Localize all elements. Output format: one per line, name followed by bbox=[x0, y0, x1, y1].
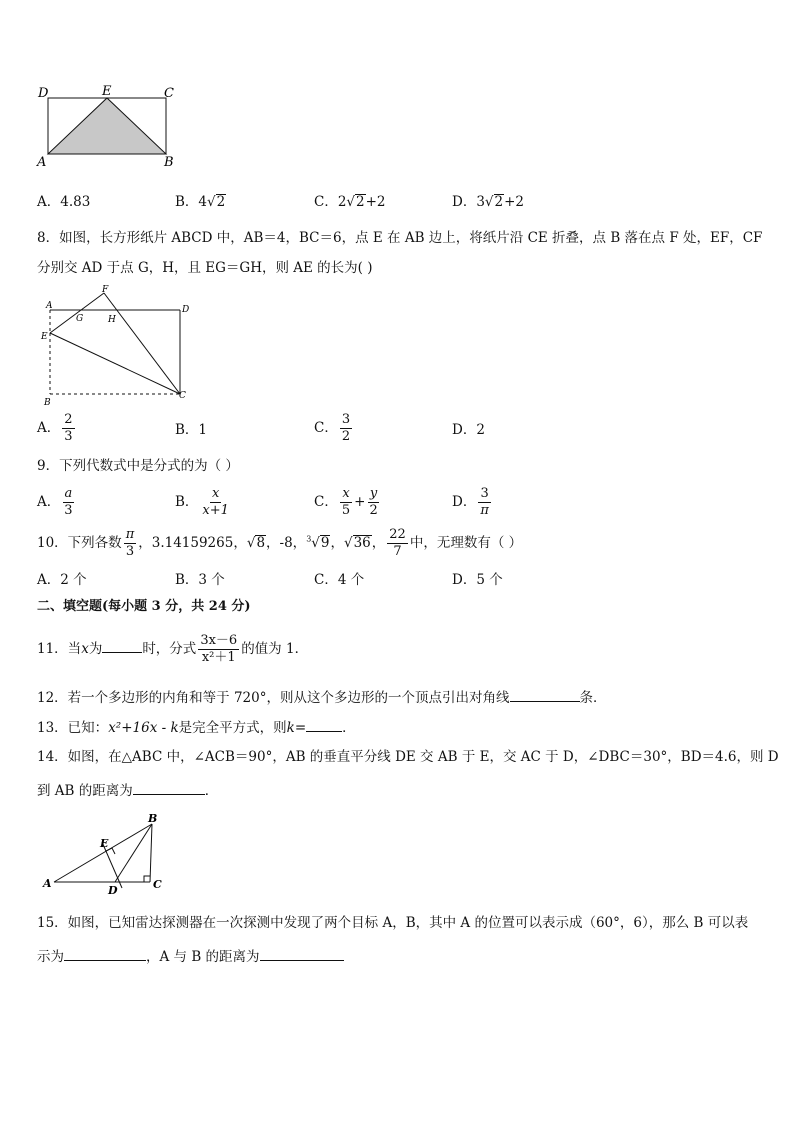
q7-option-a: A．4.83 bbox=[37, 194, 91, 210]
q7-option-d bbox=[452, 193, 524, 211]
q14-stem-line2 bbox=[37, 780, 218, 800]
q10-option-c: C．4 个 bbox=[314, 572, 365, 588]
sqrt-sign: √ bbox=[484, 194, 494, 210]
label-c: C bbox=[164, 86, 174, 101]
label-a: A bbox=[46, 301, 53, 311]
numerator: 3 bbox=[341, 412, 351, 427]
denominator: 2 bbox=[369, 503, 378, 518]
figure-q7-rectangle bbox=[34, 82, 184, 170]
q9-option-c bbox=[314, 487, 382, 518]
q11-var: x bbox=[81, 641, 89, 657]
label-b: B bbox=[164, 155, 174, 170]
q13-mid: 是完全平方式，则 bbox=[178, 720, 287, 736]
label-e: E bbox=[100, 837, 109, 850]
sqrt-sign: √ bbox=[346, 194, 356, 210]
label-b: B bbox=[148, 812, 158, 825]
answer-blank-2[interactable] bbox=[260, 946, 344, 961]
q15-line2-mid: ，A 与 B 的距离为 bbox=[146, 949, 260, 965]
segment-ec bbox=[50, 333, 180, 394]
q13-suffix: ． bbox=[342, 720, 356, 736]
q14-suffix: ． bbox=[204, 783, 219, 799]
segment-ef bbox=[50, 293, 104, 333]
q12-stem bbox=[37, 687, 607, 707]
fraction bbox=[367, 487, 379, 518]
fraction bbox=[62, 413, 74, 444]
section-title-fill-in: 二、填空题(每小题 3 分，共 24 分) bbox=[37, 599, 251, 614]
q7-option-c bbox=[314, 193, 386, 211]
numerator: π bbox=[125, 527, 135, 542]
q8-option-b: B．1 bbox=[175, 422, 208, 438]
q15-stem-line2 bbox=[37, 946, 344, 966]
label-h: H bbox=[108, 315, 116, 325]
denominator: 3 bbox=[64, 429, 73, 444]
answer-blank[interactable] bbox=[306, 717, 342, 732]
denominator: 5 bbox=[341, 503, 351, 518]
q11-mid2: 时，分式 bbox=[142, 641, 197, 657]
q7-option-b-text: B．4 bbox=[175, 194, 208, 210]
q7-option-d-text: D．3 bbox=[452, 194, 485, 210]
figure-q14-triangle bbox=[40, 812, 170, 896]
q7-option-d-radicand: 2 bbox=[494, 194, 504, 210]
q13-eq: = bbox=[294, 720, 307, 736]
fraction bbox=[198, 634, 239, 665]
label-c: C bbox=[153, 878, 162, 891]
q9-option-a-label: A． bbox=[37, 494, 61, 510]
numerator: 2 bbox=[64, 412, 73, 427]
answer-blank[interactable] bbox=[133, 780, 205, 795]
q15-line2-prefix: 示为 bbox=[37, 949, 64, 965]
label-c: C bbox=[179, 391, 186, 401]
label-f: F bbox=[102, 285, 109, 295]
segment-bd bbox=[115, 824, 152, 882]
comma: ， bbox=[330, 535, 344, 551]
q9-option-b bbox=[175, 487, 233, 518]
q13-expr: x²+16x - k bbox=[108, 720, 179, 736]
q9-option-c-label: C． bbox=[314, 494, 338, 510]
numerator: a bbox=[64, 486, 73, 501]
sqrt-36-radicand: 36 bbox=[353, 535, 371, 551]
fraction bbox=[478, 487, 491, 518]
q9-option-b-label: B． bbox=[175, 494, 199, 510]
fraction bbox=[340, 413, 352, 444]
fraction bbox=[340, 487, 352, 518]
answer-blank-1[interactable] bbox=[64, 946, 146, 961]
sqrt-8-radicand: 8 bbox=[256, 535, 266, 551]
q7-option-b-radicand: 2 bbox=[216, 194, 226, 210]
label-e: E bbox=[102, 84, 112, 99]
q10-option-a: A．2 个 bbox=[37, 572, 87, 588]
shaded-triangle-abe bbox=[48, 98, 166, 154]
fraction bbox=[200, 487, 231, 518]
q10-suffix: 中，无理数有（ ） bbox=[409, 535, 523, 551]
denominator: π bbox=[480, 503, 489, 518]
fraction-22-over-7 bbox=[387, 528, 408, 559]
sqrt-sign: √ bbox=[311, 535, 320, 551]
q10-option-b: B．3 个 bbox=[175, 572, 225, 588]
q13-stem bbox=[37, 717, 356, 737]
q8-option-c-label: C． bbox=[314, 420, 338, 436]
q10-neg8: ，-8， bbox=[266, 535, 307, 551]
label-g: G bbox=[76, 314, 84, 324]
denominator: 3 bbox=[64, 503, 73, 518]
cbrt-index: 3 bbox=[306, 534, 312, 544]
comma: ， bbox=[371, 535, 386, 551]
q14-line2-text: 到 AB 的距离为 bbox=[37, 783, 133, 799]
q15-stem-line1: 15．如图，已知雷达探测器在一次探测中发现了两个目标 A，B，其中 A 的位置可以表示成（60°，6），那么 B 可以表 bbox=[37, 915, 749, 931]
sqrt-sign: √ bbox=[246, 535, 256, 551]
label-b: B bbox=[44, 398, 51, 408]
q8-option-a bbox=[37, 413, 77, 444]
q8-stem-line2: 分别交 AD 于点 G，H，且 EG＝GH，则 AE 的长为( ) bbox=[37, 260, 373, 276]
label-a: A bbox=[43, 877, 52, 890]
sqrt-sign: √ bbox=[343, 535, 353, 551]
q7-option-d-suffix: +2 bbox=[504, 194, 525, 210]
sqrt-sign: √ bbox=[207, 194, 216, 210]
segment-fc bbox=[104, 293, 180, 394]
q8-stem-line1: 8．如图，长方形纸片 ABCD 中，AB＝4，BC＝6，点 E 在 AB 边上，将纸片沿 CE 折叠，点 B 落在点 F 处，EF，CF bbox=[37, 230, 763, 246]
answer-blank[interactable] bbox=[102, 638, 142, 653]
cbrt-9-radicand: 9 bbox=[320, 535, 330, 551]
denominator: 7 bbox=[393, 544, 402, 559]
q8-option-c bbox=[314, 413, 354, 444]
q7-option-b bbox=[175, 193, 226, 211]
label-d: D bbox=[38, 86, 49, 101]
label-e: E bbox=[41, 332, 48, 342]
q10-prefix: 10．下列各数 bbox=[37, 535, 122, 551]
q10-stem bbox=[37, 528, 522, 559]
q7-option-c-radicand: 2 bbox=[356, 194, 365, 210]
plus-sign: + bbox=[354, 494, 366, 510]
q9-option-d bbox=[452, 487, 493, 518]
q9-option-a bbox=[37, 487, 77, 518]
fraction-pi-over-3 bbox=[124, 528, 137, 559]
q12-suffix: 条． bbox=[579, 690, 607, 706]
q9-option-d-label: D． bbox=[452, 494, 477, 510]
right-angle-mark-c bbox=[144, 876, 150, 882]
q8-option-d: D．2 bbox=[452, 422, 485, 438]
q12-text: 12．若一个多边形的内角和等于 720°，则从这个多边形的一个顶点引出对角线 bbox=[37, 690, 510, 706]
denominator: x²＋1 bbox=[201, 650, 236, 665]
denominator: x+1 bbox=[202, 503, 229, 518]
q13-prefix: 13．已知： bbox=[37, 720, 109, 736]
numerator: 3 bbox=[480, 486, 489, 501]
numerator: y bbox=[369, 486, 378, 501]
numerator: 3x－6 bbox=[200, 633, 238, 648]
segment-bc bbox=[150, 824, 152, 882]
q7-option-c-suffix: +2 bbox=[365, 194, 386, 210]
q7-option-c-text: C．2 bbox=[314, 194, 347, 210]
q9-stem: 9．下列代数式中是分式的为（ ） bbox=[37, 458, 239, 474]
q11-suffix: 的值为 1． bbox=[241, 641, 309, 657]
numerator: 22 bbox=[389, 527, 406, 542]
q14-stem-line1: 14．如图，在△ABC 中，∠ACB＝90°，AB 的垂直平分线 DE 交 AB 于 E，交 AC 于 D，∠DBC＝30°，BD＝4.6，则 D bbox=[37, 749, 779, 765]
label-d: D bbox=[108, 884, 118, 896]
q13-var: k bbox=[286, 720, 295, 736]
denominator: 2 bbox=[341, 429, 351, 444]
denominator: 3 bbox=[125, 544, 135, 559]
numerator: x bbox=[342, 486, 350, 501]
q8-option-a-label: A． bbox=[37, 420, 61, 436]
fraction bbox=[62, 487, 74, 518]
label-a: A bbox=[37, 155, 47, 170]
segment-ab bbox=[54, 824, 152, 882]
q11-stem bbox=[37, 634, 308, 665]
figure-q8-fold bbox=[34, 284, 194, 412]
answer-blank[interactable] bbox=[510, 687, 580, 702]
q11-prefix: 11．当 bbox=[37, 641, 82, 657]
q11-mid: 为 bbox=[88, 641, 103, 657]
q10-option-d: D．5 个 bbox=[452, 572, 503, 588]
label-d: D bbox=[182, 305, 190, 315]
q10-mid: ，3.14159265， bbox=[138, 535, 247, 551]
numerator: x bbox=[212, 486, 220, 501]
